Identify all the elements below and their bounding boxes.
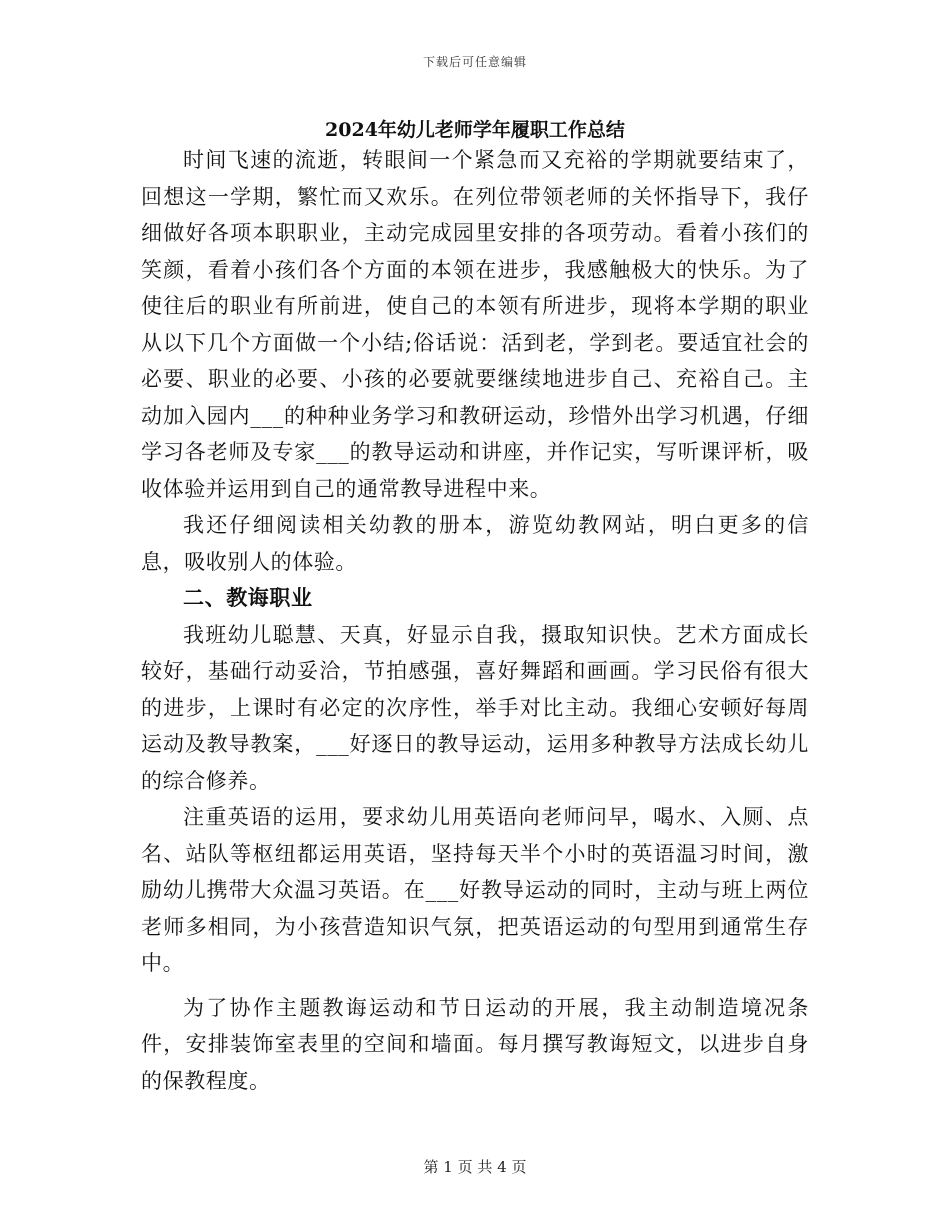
header-note: 下载后可任意编辑 (422, 55, 527, 69)
document-body (141, 142, 809, 1099)
paragraph-intro: 时间飞速的流逝，转眼间一个紧急而又充裕的学期就要结束了，回想这一学期，繁忙而又欢乐。在列位带领老师的关怀指导下，我仔细做好各项本职职业，主动完成园里安排的各项劳动。看着小孩们的笑颜，看着小孩们各个方面的本领在进步，我感触极大的快乐。为了使往后的职业有所前进，使自己的本领有所进步，现将本学期的职业从以下几个方面做一个小结;俗话说：活到老，学到老。要适宜社会的必要、职业的必要、小孩的必要就要继续地进步自己、充裕自己。主动加入园内___的种种业务学习和教研运动，珍惜外出学习机遇，仔细学习各老师及专家___的教导运动和讲座，并作记实，写听课评析，吸收体验并运用到自己的通常教导进程中来。 (141, 148, 809, 501)
paragraph-class-overview: 我班幼儿聪慧、天真，好显示自我，摄取知识快。艺术方面成长较好，基础行动妥洽，节拍感强，喜好舞蹈和画画。学习民俗有很大的进步，上课时有必定的次序性，举手对比主动。我细心安顿好每周运动及教导教案，___好逐日的教导运动，运用多种教导方法成长幼儿的综合修养。 (141, 622, 809, 793)
section-heading: 二、教诲职业 (183, 585, 313, 610)
paragraph-environment: 为了协作主题教诲运动和节日运动的开展，我主动制造境况条件，安排装饰室表里的空间和墙面。每月撰写教诲短文，以进步自身的保教程度。 (141, 995, 809, 1093)
document-title: 2024年幼儿老师学年履职工作总结 (325, 119, 625, 141)
page-number-footer: 第 1 页 共 4 页 (423, 1158, 527, 1176)
paragraph-english: 注重英语的运用，要求幼儿用英语向老师问早，喝水、入厕、点名、站队等枢纽都运用英语，坚持每天半个小时的英语温习时间，激励幼儿携带大众温习英语。在___好教导运动的同时，主动与班上两位老师多相同，为小孩营造知识气氛，把英语运动的句型用到通常生存中。 (141, 805, 809, 975)
paragraph-reading: 我还仔细阅读相关幼教的册本，游览幼教网站，明白更多的信息，吸收别人的体验。 (141, 513, 809, 574)
